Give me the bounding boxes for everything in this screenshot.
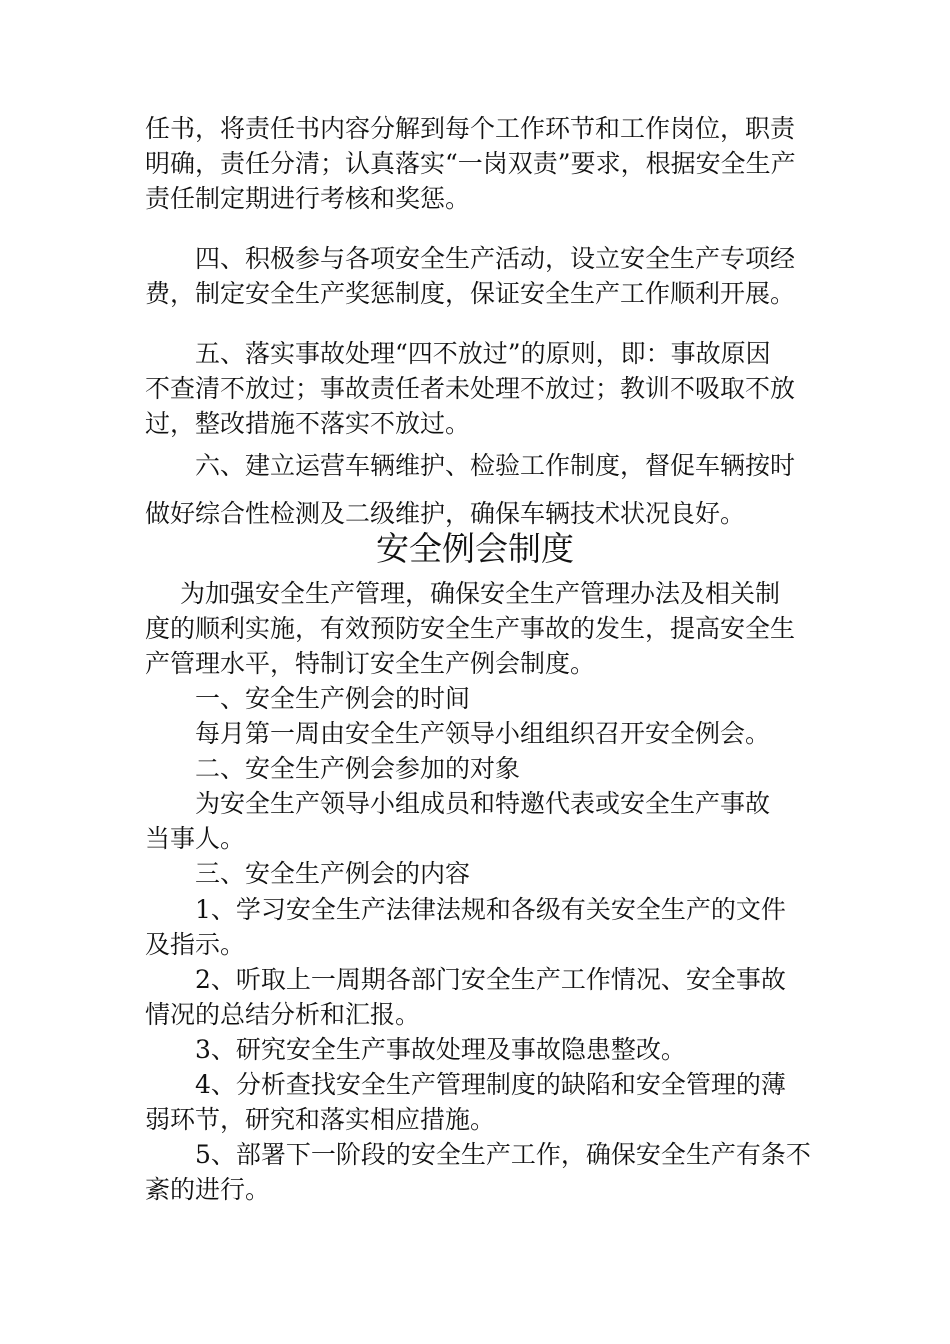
heading-content: 三、安全生产例会的内容 [195,859,471,888]
content-5-line-2: 紊的进行。 [145,1175,271,1204]
item-4-line-2: 费，制定安全生产奖惩制度，保证安全生产工作顺利开展。 [145,279,796,308]
heading-time: 一、安全生产例会的时间 [195,684,471,713]
item-4-line-1: 四、积极参与各项安全生产活动，设立安全生产专项经 [195,244,796,273]
content-4-line-1: 4、分析查找安全生产管理制度的缺陷和安全管理的薄 [195,1070,786,1099]
content-3: 3、研究安全生产事故处理及事故隐患整改。 [195,1035,686,1064]
content-1-line-2: 及指示。 [145,930,246,959]
content-5-line-1: 5、部署下一阶段的安全生产工作，确保安全生产有条不 [195,1140,811,1169]
item-5-line-3: 过，整改措施不落实不放过。 [145,409,471,438]
continuation-line-2: 明确，责任分清；认真落实“一岗双责”要求，根据安全生产 [145,149,796,178]
item-5-line-1: 五、落实事故处理“四不放过”的原则，即：事故原因 [195,339,771,368]
content-1-line-1: 1、学习安全生产法律法规和各级有关安全生产的文件 [195,895,786,924]
continuation-line-1: 任书，将责任书内容分解到每个工作环节和工作岗位，职责 [145,114,796,143]
paragraph-participants-line-1: 为安全生产领导小组成员和特邀代表或安全生产事故 [195,789,771,818]
item-6-line-2: 做好综合性检测及二级维护，确保车辆技术状况良好。 [145,499,746,528]
paragraph-time: 每月第一周由安全生产领导小组组织召开安全例会。 [195,719,771,748]
content-2-line-1: 2、听取上一周期各部门安全生产工作情况、安全事故 [195,965,786,994]
heading-participants: 二、安全生产例会参加的对象 [195,754,521,783]
intro-line-2: 度的顺利实施，有效预防安全生产事故的发生，提高安全生 [145,614,796,643]
content-4-line-2: 弱环节，研究和落实相应措施。 [145,1105,496,1134]
item-5-line-2: 不查清不放过；事故责任者未处理不放过；教训不吸取不放 [145,374,796,403]
content-2-line-2: 情况的总结分析和汇报。 [145,1000,421,1029]
paragraph-participants-line-2: 当事人。 [145,824,246,853]
continuation-line-3: 责任制定期进行考核和奖惩。 [145,184,471,213]
item-6-line-1: 六、建立运营车辆维护、检验工作制度，督促车辆按时 [195,451,796,480]
section-title: 安全例会制度 [376,529,574,568]
intro-line-1: 为加强安全生产管理，确保安全生产管理办法及相关制 [180,579,781,608]
intro-line-3: 产管理水平，特制订安全生产例会制度。 [145,649,596,678]
